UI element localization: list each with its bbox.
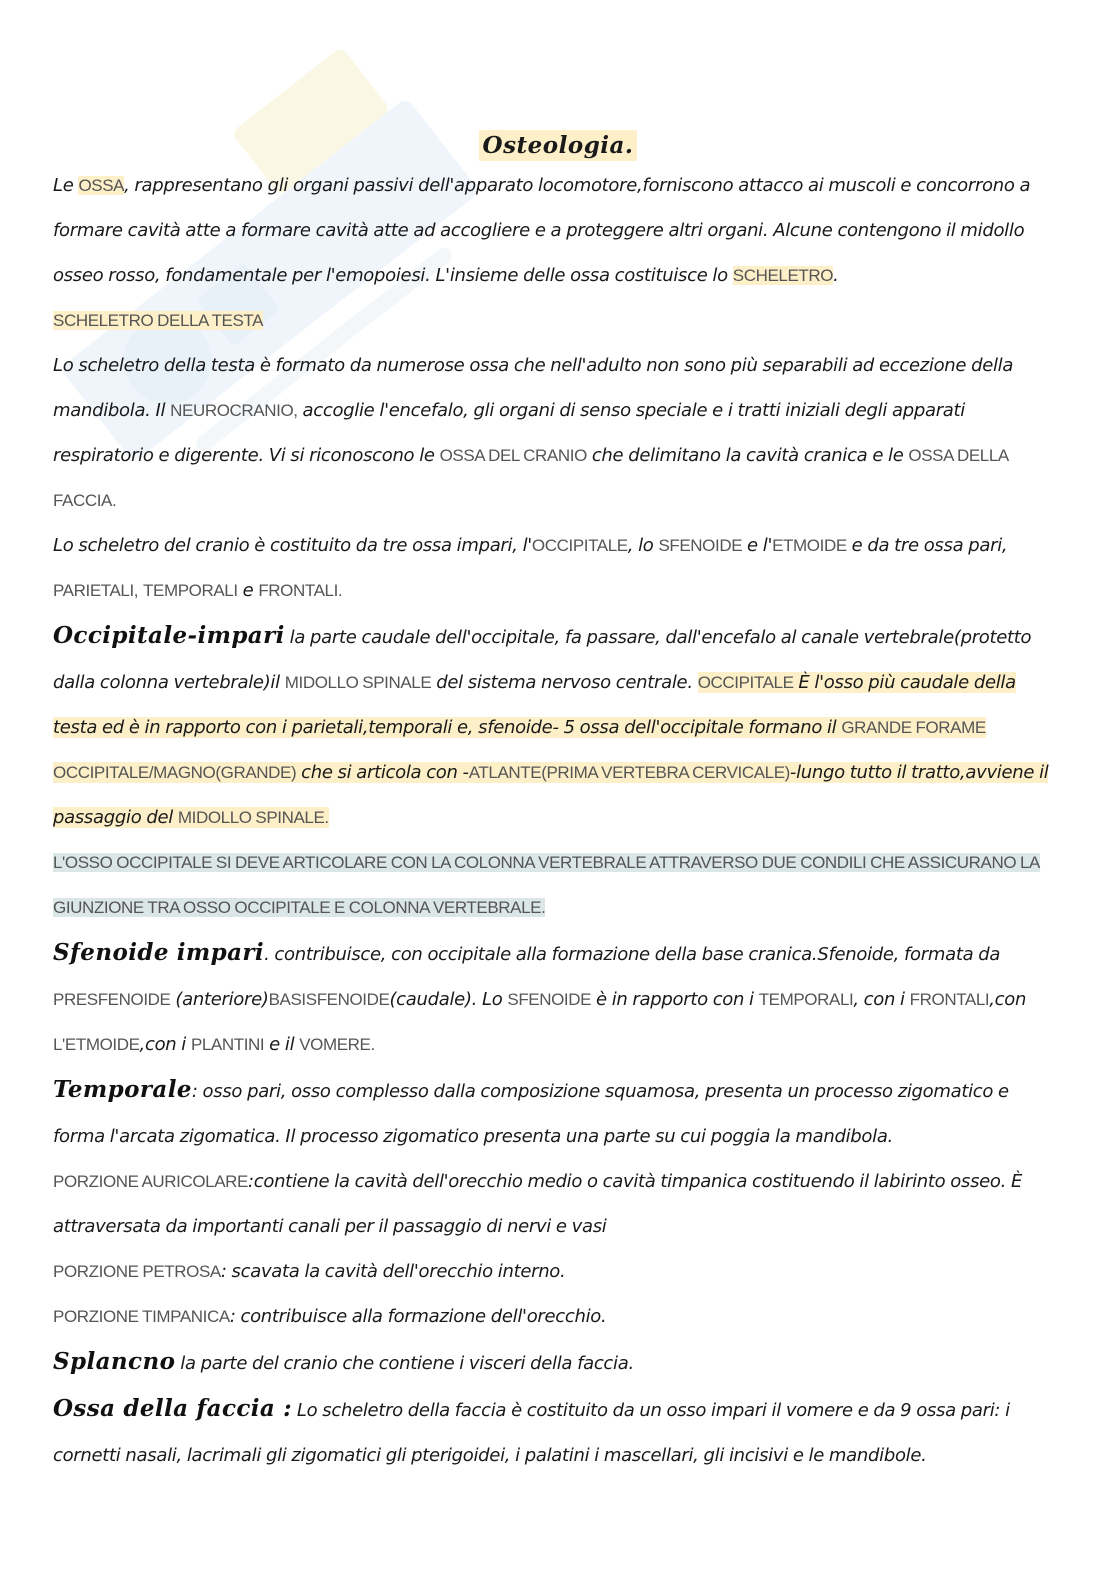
porzione-auricolare: PORZIONE AURICOLARE:contiene la cavità dell'orecchio medio o cavità timpanica costituendo il labirinto osseo. È attraversata da importanti canali per il passaggio di nervi e vasi bbox=[53, 1171, 1023, 1237]
cranio-paragraph: Lo scheletro del cranio è costituito da tre ossa impari, l'OCCIPITALE, lo SFENOIDE e l'ETMOIDE e da tre ossa pari, PARIETALI, TEMPORALI e FRONTALI. bbox=[53, 535, 1008, 601]
splancno-paragraph: Splancno la parte del cranio che contiene i visceri della faccia. bbox=[53, 1348, 634, 1375]
occipitale-paragraph: Occipitale-impari la parte caudale dell'occipitale, fa passare, dall'encefalo al canale vertebrale(protetto dalla colonna vertebrale)il MIDOLLO SPINALE del sistema nervoso centrale. OCCIPITALE È l'osso più caudale della testa ed è in rapporto con i parietali,temporali e, sfenoide- 5 ossa dell'occipitale formano il GRANDE FORAME OCCIPITALE/MAGNO(GRANDE) che si articola con -ATLANTE(PRIMA VERTEBRA CERVICALE)-lungo tutto il tratto,avviene il passaggio del MIDOLLO SPINALE. bbox=[53, 622, 1049, 828]
testa-paragraph: Lo scheletro della testa è formato da numerose ossa che nell'adulto non sono più separabili ad eccezione della mandibola. Il NEUROCRANIO, accoglie l'encefalo, gli organi di senso speciale e i tratti iniziali degli apparati respiratorio e digerente. Vi si riconoscono le OSSA DEL CRANIO che delimitano la cavità cranica e le OSSA DELLA FACCIA. bbox=[53, 355, 1014, 510]
sfenoide-paragraph: Sfenoide impari. contribuisce, con occipitale alla formazione della base cranica.Sfenoide, formata da PRESFENOIDE (anteriore)BASISFENOIDE(caudale). Lo SFENOIDE è in rapporto con i TEMPORALI, con i FRONTALI,con L'ETMOIDE,con i PLANTINI e il VOMERE. bbox=[53, 939, 1027, 1055]
document-page bbox=[53, 132, 1063, 1478]
occipitale-note: L'OSSO OCCIPITALE SI DEVE ARTICOLARE CON LA COLONNA VERTEBRALE ATTRAVERSO DUE CONDILI CHE ASSICURANO LA GIUNZIONE TRA OSSO OCCIPITALE E COLONNA VERTEBRALE. bbox=[53, 853, 1040, 917]
section-heading-testa: SCHELETRO DELLA TESTA bbox=[53, 311, 264, 330]
porzione-timpanica: PORZIONE TIMPANICA: contribuisce alla formazione dell'orecchio. bbox=[53, 1306, 607, 1327]
sfenoide-heading: Sfenoide impari bbox=[53, 939, 265, 966]
temporale-heading: Temporale bbox=[53, 1076, 192, 1103]
splancno-heading: Splancno bbox=[53, 1348, 176, 1375]
intro-paragraph: Le OSSA, rappresentano gli organi passivi dell'apparato locomotore,forniscono attacco ai muscoli e concorrono a formare cavità atte a formare cavità atte ad accogliere e a proteggere altri organi. Alcune contengono il midollo osseo rosso, fondamentale per l'emopoiesi. L'insieme delle ossa costituisce lo SCHELETRO. bbox=[53, 175, 1031, 286]
occipitale-heading: Occipitale-impari bbox=[53, 622, 285, 649]
page-title: Osteologia. bbox=[53, 132, 1063, 159]
temporale-paragraph: Temporale: osso pari, osso complesso dalla composizione squamosa, presenta un processo zigomatico e forma l'arcata zigomatica. Il processo zigomatico presenta una parte su cui poggia la mandibola. bbox=[53, 1076, 1009, 1147]
faccia-paragraph: Ossa della faccia : Lo scheletro della faccia è costituito da un osso impari il vomere e da 9 ossa pari: i cornetti nasali, lacrimali gli zigomatici gli pterigoidei, i palatini i mascellari, gli incisivi e le mandibole. bbox=[53, 1395, 1010, 1466]
faccia-heading: Ossa della faccia : bbox=[53, 1395, 292, 1422]
porzione-petrosa: PORZIONE PETROSA: scavata la cavità dell'orecchio interno. bbox=[53, 1261, 566, 1282]
